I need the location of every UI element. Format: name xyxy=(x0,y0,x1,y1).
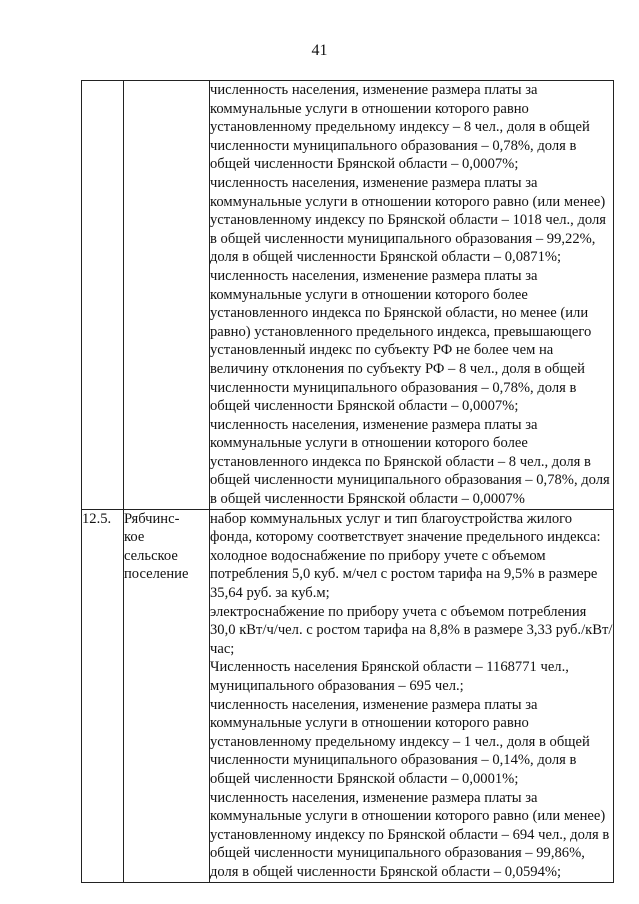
table-row xyxy=(82,509,614,882)
page-number: 41 xyxy=(311,42,328,59)
document-table xyxy=(81,80,614,883)
indicator-paragraph: численность населения, изменение размера платы за коммунальные услуги в отношении которого равно (или менее) установленному индексу по Брянской области – 1018 чел., доля в общей численности муниципального образования – 99,22%, доля в общей численности Брянской области – 0,0871%; xyxy=(210,174,606,266)
indicator-paragraph: холодное водоснабжение по прибору учете с объемом потребления 5,0 куб. м/чел с ростом тарифа на 9,5% в размере 35,64 руб. за куб.м; xyxy=(210,547,598,602)
row-number: 12.5. xyxy=(82,510,112,527)
row-number-cell xyxy=(82,81,124,510)
indicator-paragraph: численность населения, изменение размера платы за коммунальные услуги в отношении которого равно установленному предельному индексу – 1 чел., доля в общей численности муниципального образования – 0,14%, доля в общей численности Брянской области – 0,0001%; xyxy=(210,696,590,787)
indicator-paragraph: электроснабжение по прибору учета с объемом потребления 30,0 кВт/ч/чел. с ростом тарифа на 8,8% в размере 3,33 руб./кВт/час; xyxy=(210,603,613,657)
settlement-name-line: поселение xyxy=(124,566,189,583)
indicator-paragraph: набор коммунальных услуг и тип благоустройства жилого фонда, которому соответствует значение предельного индекса: xyxy=(210,510,601,546)
indicator-paragraph: численность населения, изменение размера платы за коммунальные услуги в отношении которого более установленного индекса по Брянской области – 8 чел., доля в общей численности муниципального образования – 0,78%, доля в общей численности Брянской области – 0,0007% xyxy=(210,416,610,508)
settlement-name-cell xyxy=(124,509,210,882)
indicator-paragraph: численность населения, изменение размера платы за коммунальные услуги в отношении которого равно установленному предельному индексу – 8 чел., доля в общей численности муниципального образования – 0,78%, доля в общей численности Брянской области – 0,0007%; xyxy=(210,82,590,173)
indicator-paragraph: Численность населения Брянской области – 1168771 чел., муниципального образования – 695 чел.; xyxy=(210,659,569,694)
indicator-paragraph: численность населения, изменение размера платы за коммунальные услуги в отношении которого равно (или менее) установленному индексу по Брянской области – 694 чел., доля в общей численности муниципального образования – 99,86%, доля в общей численности Брянской области – 0,0594%; xyxy=(210,789,610,880)
row-number-cell xyxy=(82,509,124,882)
table-row xyxy=(82,81,614,510)
indicator-description-cell xyxy=(210,509,614,882)
table-body xyxy=(82,81,614,883)
settlement-name-line: сельское xyxy=(124,547,178,564)
indicator-description-cell xyxy=(210,81,614,510)
settlement-name-cell xyxy=(124,81,210,510)
indicator-paragraph: численность населения, изменение размера платы за коммунальные услуги в отношении которого более установленного индекса по Брянской области, но менее (или равно) установленного предельного индекса, превышающего установленный индекс по субъекту РФ не более чем на величину отклонения по субъекту РФ – 8 чел., доля в общей численности муниципального образования – 0,78%, доля в общей численности Брянской области – 0,0007%; xyxy=(210,267,592,415)
settlement-name-line: Рябчинс- xyxy=(124,510,180,527)
settlement-name-line: кое xyxy=(124,529,145,546)
